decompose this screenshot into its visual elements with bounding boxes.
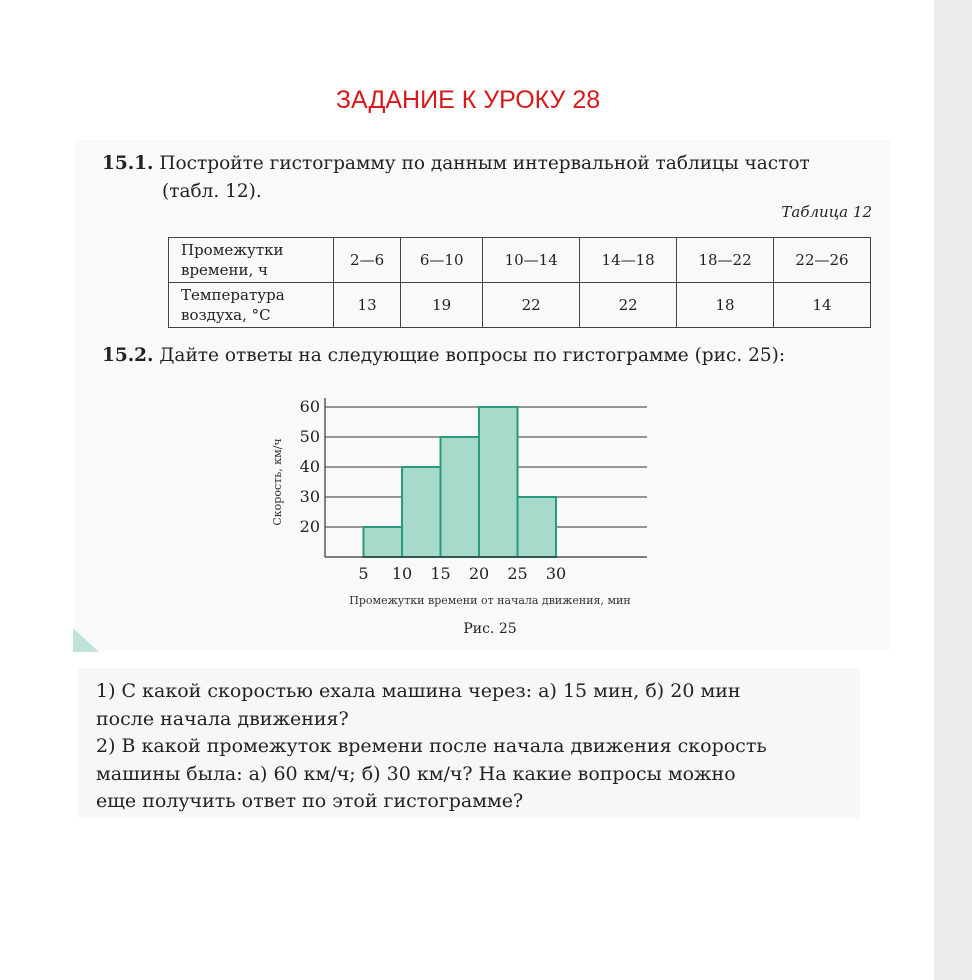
speed-histogram — [265, 390, 705, 620]
question-1-line: после начала движения? — [96, 707, 349, 730]
task-15-1 — [102, 150, 882, 206]
x-tick-label: 20 — [468, 564, 490, 583]
task-15-1-line1 — [102, 150, 882, 178]
temperature-cell: 14 — [774, 283, 871, 328]
interval-cell: 14—18 — [580, 238, 677, 283]
temperature-cell: 19 — [401, 283, 483, 328]
row-header-line: времени, ч — [181, 261, 268, 279]
page-corner-decoration — [73, 628, 99, 652]
task-15-2 — [102, 345, 882, 366]
interval-cell: 2—6 — [334, 238, 401, 283]
y-tick-label: 60 — [299, 397, 320, 416]
x-axis-label: Промежутки времени от начала движения, мин — [349, 594, 631, 607]
x-tick-label: 5 — [358, 564, 369, 583]
histogram-bar — [402, 467, 441, 557]
histogram-bar — [479, 407, 518, 557]
interval-cell: 10—14 — [483, 238, 580, 283]
histogram-bar — [364, 527, 403, 557]
question-1-line: 1) С какой скоростью ехала машина через: а) 15 мин, б) 20 мин — [96, 680, 741, 702]
x-tick-label: 30 — [545, 564, 567, 583]
x-tick-label: 15 — [430, 564, 451, 583]
row-header-intervals — [169, 238, 334, 283]
x-tick-label: 25 — [507, 564, 528, 583]
frequency-table — [168, 237, 871, 328]
table-caption: Таблица 12 — [781, 203, 872, 221]
task-text: Дайте ответы на следующие вопросы по гистограмме (рис. 25): — [159, 345, 786, 366]
row-header-temperature — [169, 283, 334, 328]
temperature-cell: 18 — [677, 283, 774, 328]
temperature-cell: 13 — [334, 283, 401, 328]
table-row-temperature — [169, 283, 871, 328]
interval-cell: 18—22 — [677, 238, 774, 283]
temperature-cell: 22 — [580, 283, 677, 328]
interval-cell: 6—10 — [401, 238, 483, 283]
table-row-intervals — [169, 238, 871, 283]
histogram-bar — [518, 497, 557, 557]
x-tick-label: 10 — [391, 564, 413, 583]
row-header-line: Температура — [181, 286, 285, 304]
y-tick-label: 30 — [299, 487, 320, 506]
interval-cell: 22—26 — [774, 238, 871, 283]
question-2-line: машины была: а) 60 км/ч; б) 30 км/ч? На какие вопросы можно — [96, 762, 736, 785]
y-axis-label: Скорость, км/ч — [271, 438, 284, 526]
y-tick-label: 40 — [299, 457, 320, 476]
row-header-line: Промежутки — [181, 241, 284, 259]
y-tick-label: 50 — [299, 427, 320, 446]
row-header-line: воздуха, °С — [181, 306, 271, 324]
task-text-line2: (табл. 12). — [162, 181, 262, 202]
figure-caption: Рис. 25 — [463, 621, 517, 637]
temperature-cell: 22 — [483, 283, 580, 328]
task-number: 15.1. — [102, 153, 154, 174]
task-number: 15.2. — [102, 345, 154, 366]
question-2-line: 2) В какой промежуток времени после начала движения скорость — [96, 735, 767, 757]
task-text: Постройте гистограмму по данным интервальной таблицы частот — [159, 153, 810, 174]
y-tick-label: 20 — [299, 517, 320, 536]
question-2-line: еще получить ответ по этой гистограмме? — [96, 790, 524, 812]
questions-block — [96, 678, 856, 816]
page-title: ЗАДАНИЕ К УРОКУ 28 — [335, 86, 601, 114]
scrollbar[interactable] — [934, 0, 972, 980]
histogram-bar — [441, 437, 480, 557]
